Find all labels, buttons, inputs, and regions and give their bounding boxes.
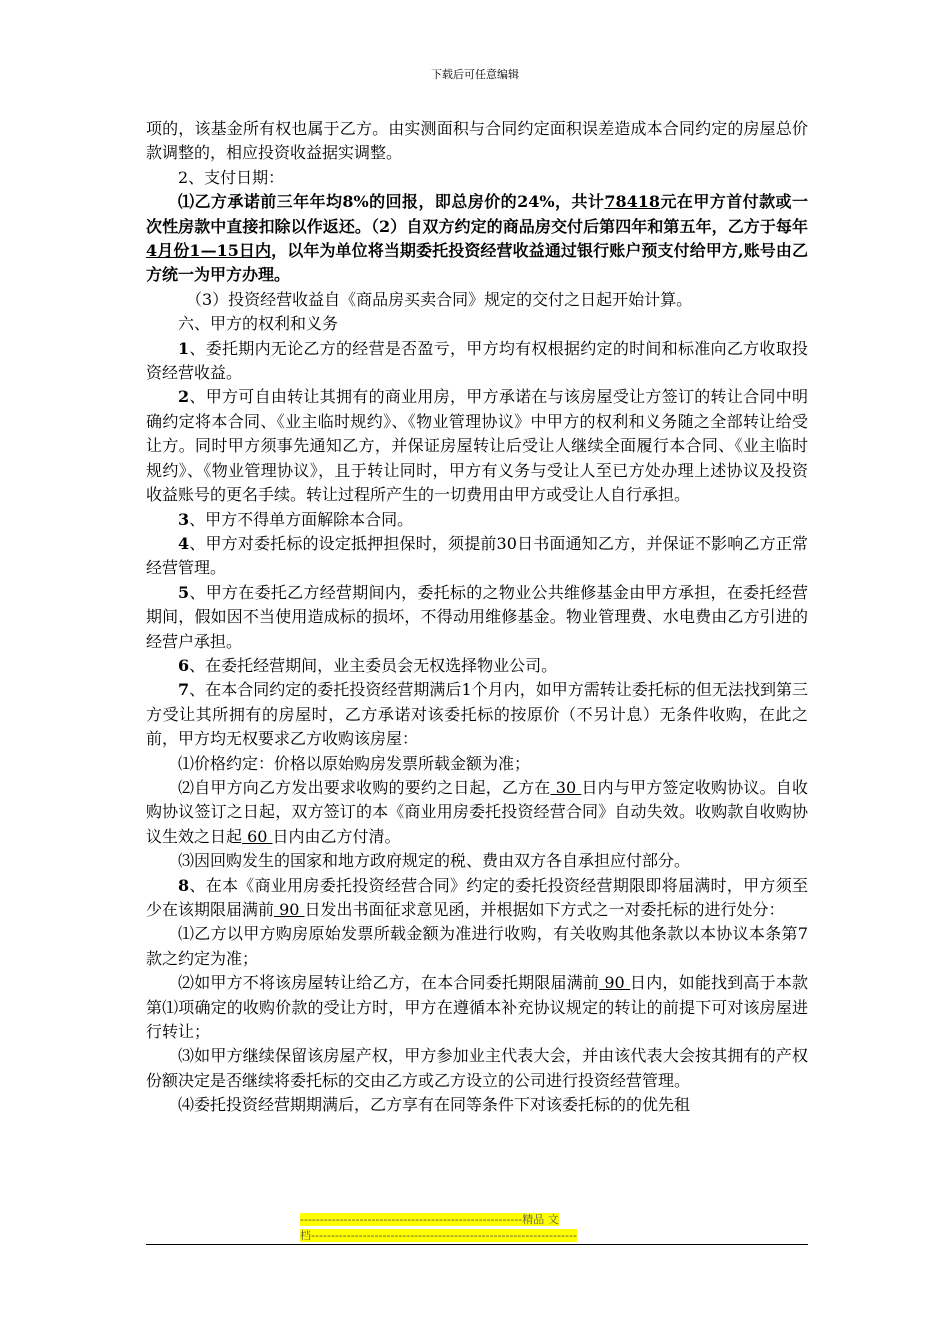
text-run: 日内，如能找到高于本款第⑴项确定的收购价款的受让方时，甲方在遵循本补充协议规定的转让的前提下可对该房屋进行转让；	[146, 973, 808, 1042]
days-value: 90	[274, 900, 305, 919]
clause	[146, 678, 808, 751]
text-run: 、在本《商业用房委托投资经营合同》约定的委托投资经营期限即将届满时，甲方须至少在该期限届满前	[146, 875, 808, 919]
clause-text: 、甲方可自由转让其拥有的商业用房，甲方承诺在与该房屋受让方签订的转让合同中明确约定将本合同、《业主临时规约》、《物业管理协议》中甲方的权利和义务随之全部转让给受让方。同时甲方须事先通知乙方，并保证房屋转让后受让人继续全面履行本合同、《业主临时规约》、《物业管理协议》，且于转让同时，甲方有义务与受让人至已方处办理上述协议及投资收益账号的更名手续。转让过程所产生的一切费用由甲方或受让人自行承担。	[146, 387, 808, 505]
days-value: 60	[242, 826, 273, 846]
clause	[146, 385, 808, 507]
footer-divider	[146, 1244, 808, 1245]
page-footer	[300, 1212, 660, 1244]
sub-clause: ⑶因回购发生的国家和地方政府规定的税、费由双方各自承担应付部分。	[178, 851, 691, 871]
clause-number: 2	[178, 387, 190, 407]
text-run: 日内与甲方签定收购协议。自收购协议签订之日起，双方签订的本《商业用房委托投资经营合同》自动失效。收购款自收购协议生效之日起	[146, 777, 808, 846]
paragraph: 项的，该基金所有权也属于乙方。由实测面积与合同约定面积误差造成本合同约定的房屋总价款调整的，相应投资收益据实调整。	[146, 119, 808, 163]
clause	[146, 508, 808, 532]
paragraph: （3）投资经营收益自《商品房买卖合同》规定的交付之日起开始计算。	[186, 289, 693, 309]
text-run: ⑵自甲方向乙方发出要求收购的要约之日起，乙方在	[178, 777, 551, 797]
date-range-value: 4月份1—15日内	[146, 241, 272, 261]
sub-clause: ⑶如甲方继续保留该房屋产权，甲方参加业主代表大会，并由该代表大会按其拥有的产权份额决定是否继续将委托标的交由乙方或乙方设立的公司进行投资经营管理。	[146, 1046, 808, 1090]
days-value: 30	[550, 777, 582, 797]
text-run: 日内由乙方付清。	[272, 826, 401, 846]
clause-number: 4	[178, 533, 190, 553]
page-header: 下载后可任意编辑	[431, 68, 519, 81]
text-run: ，以年为单位将当期委托投资经营收益通过银行账户预支付给甲方,账号由乙方统一为甲方办理。	[146, 241, 808, 285]
text-run: 元在甲方首付款或一次性房款中直接扣除以作返还。（2）自双方约定的商品房交付后第四年和第五年，乙方于每年	[146, 192, 808, 236]
section-heading: 2、支付日期：	[178, 167, 285, 187]
clause-text: 、在委托经营期间，业主委员会无权选择物业公司。	[189, 655, 558, 675]
sub-clause	[146, 971, 808, 1044]
clause-number: 1	[178, 338, 190, 358]
text-run: 日发出书面征求意见函，并根据如下方式之一对委托标的进行处分：	[304, 900, 785, 919]
clause	[146, 337, 808, 386]
sub-clause	[146, 776, 808, 849]
sub-clause: ⑴乙方以甲方购房原始发票所载金额为准进行收购，有关收购其他条款以本协议本条第7款之约定为准；	[146, 924, 808, 968]
footer-line	[300, 1212, 660, 1228]
clause-number: 5	[178, 582, 190, 602]
section-heading: 六、甲方的权利和义务	[178, 314, 339, 334]
sub-clause: ⑷委托投资经营期期满后，乙方享有在同等条件下对该委托标的的优先租	[178, 1095, 691, 1115]
clause-number: 6	[178, 655, 190, 675]
clause-text: 、甲方对委托标的设定抵押担保时，须提前30日书面通知乙方，并保证不影响乙方正常经营管理。	[146, 533, 808, 578]
clause-text: 、在本合同约定的委托投资经营期满后1个月内，如甲方需转让委托标的但无法找到第三方受让其所拥有的房屋时，乙方承诺对该委托标的按原价（不另计息）无条件收购，在此之前，甲方均无权要求乙方收购该房屋：	[146, 680, 808, 749]
clause	[146, 874, 808, 923]
text-run: ⑵如甲方不将该房屋转让给乙方，在本合同委托期限届满前	[178, 973, 600, 993]
clause-number: 3	[178, 509, 190, 529]
paragraph	[146, 190, 808, 288]
sub-clause: ⑴价格约定：价格以原始购房发票所载金额为准；	[178, 753, 531, 773]
clause	[146, 532, 808, 581]
clause-text: 、委托期内无论乙方的经营是否盈亏，甲方均有权根据约定的时间和标准向乙方收取投资经营收益。	[146, 338, 808, 383]
clause	[146, 581, 808, 654]
text-run: ⑴乙方承诺前三年年均8%的回报，即总房价的24%，共计	[178, 192, 605, 212]
clause-number: 8	[178, 875, 190, 895]
clause-number: 7	[178, 680, 190, 700]
document-body	[146, 117, 808, 1118]
clause-text: 、甲方不得单方面解除本合同。	[189, 509, 414, 529]
clause-text: 、甲方在委托乙方经营期间内，委托标的之物业公共维修基金由甲方承担，在委托经营期间，假如因不当使用造成标的损坏，不得动用维修基金。物业管理费、水电费由乙方引进的经营户承担。	[146, 582, 808, 651]
footer-highlight: 档-------------------------------------------------------------------	[300, 1229, 577, 1242]
footer-highlight: --------------------------------------------------------精品 文	[300, 1213, 559, 1226]
footer-line	[300, 1228, 660, 1244]
clause	[146, 654, 808, 678]
days-value: 90	[599, 973, 631, 993]
amount-value: 78418	[604, 192, 661, 212]
